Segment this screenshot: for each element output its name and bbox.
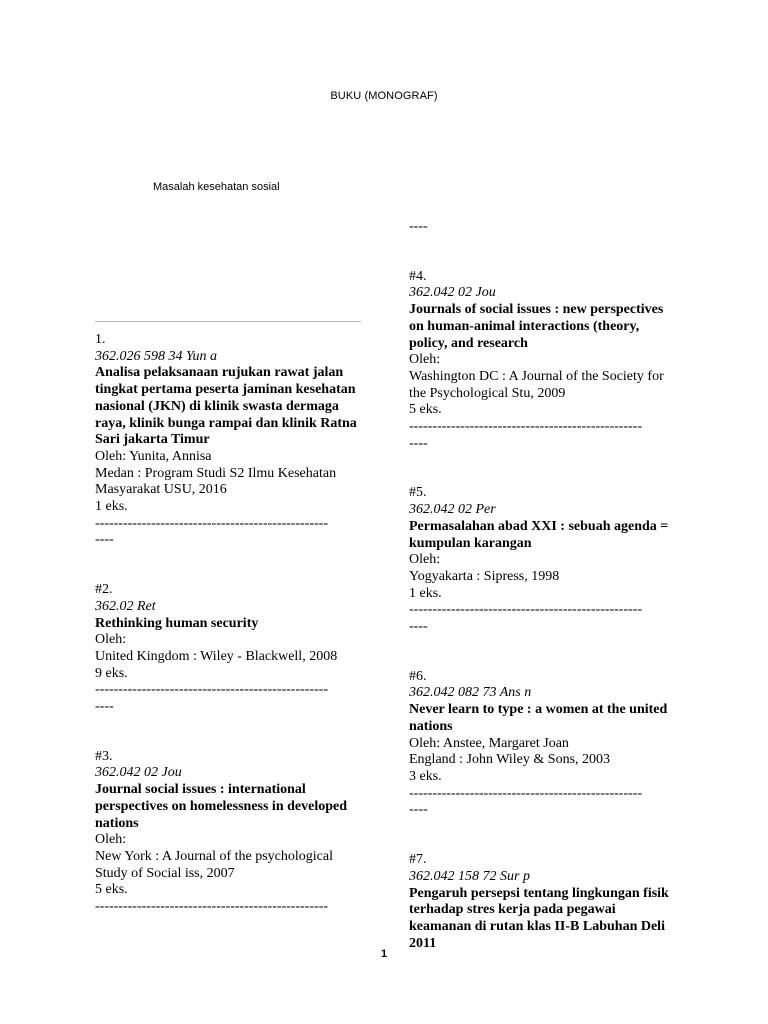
entry-author: Oleh: [95, 832, 127, 848]
entry-number: #5. [409, 485, 427, 501]
separator-line-tail: ---- [409, 435, 428, 451]
call-number: 362.042 082 73 Ans n [409, 685, 532, 701]
entry-title: Never learn to type : a women at the united nations [409, 702, 668, 734]
catalog-entry [409, 669, 679, 819]
entry-publisher: Medan : Program Studi S2 Ilmu Kesehatan Masyarakat USU, 2016 [95, 465, 337, 498]
separator-line: -------------------------------------------------- [409, 419, 643, 435]
separator-line: -------------------------------------------------- [409, 785, 643, 801]
entry-number: #7. [409, 852, 427, 868]
subject-heading: Masalah kesehatan sosial [153, 181, 280, 193]
separator-line-tail: ---- [95, 532, 114, 548]
entry-copies: 5 eks. [409, 402, 442, 418]
divider [95, 321, 361, 322]
entry-publisher: England : John Wiley & Sons, 2003 [409, 752, 611, 768]
catalog-entry [95, 582, 365, 716]
entry-author: Oleh: Anstee, Margaret Joan [409, 735, 569, 751]
entry-title: Journal social issues : international perspectives on homelessness in developed nations [95, 782, 347, 831]
separator-line: -------------------------------------------------- [95, 682, 329, 698]
entry-publisher: Yogyakarta : Sipress, 1998 [409, 568, 560, 584]
entry-title: Pengaruh persepsi tentang lingkungan fisik terhadap stres kerja pada pegawai keamanan di rutan klas II-B Labuhan Deli 2011 [409, 885, 669, 951]
entry-title: Analisa pelaksanaan rujukan rawat jalan tingkat pertama peserta jaminan kesehatan nasional (JKN) di klinik swasta dermaga raya, klinik bunga rampai dan klinik Ratna Sari jakarta Timur [95, 365, 357, 448]
catalog-entry [409, 269, 679, 453]
separator-line: -------------------------------------------------- [95, 515, 329, 531]
entry-title: Rethinking human security [95, 615, 259, 631]
entry-publisher: New York : A Journal of the psychological Study of Social iss, 2007 [95, 848, 333, 881]
entry-author: Oleh: [409, 552, 441, 568]
entry-number: #2. [95, 582, 113, 598]
entry-copies: 1 eks. [95, 499, 128, 515]
entry-publisher: Washington DC : A Journal of the Society for the Psychological Stu, 2009 [409, 368, 664, 401]
entry-copies: 5 eks. [95, 882, 128, 898]
call-number: 362.026 598 34 Yun a [95, 348, 218, 364]
entry-author: Oleh: [95, 632, 127, 648]
entry-author: Oleh: Yunita, Annisa [95, 448, 212, 464]
right-column [409, 219, 679, 952]
entry-author: Oleh: [409, 352, 441, 368]
entry-title: Permasalahan abad XXI : sebuah agenda = kumpulan karangan [409, 518, 669, 551]
page-number: 1 [380, 948, 388, 960]
separator-line: -------------------------------------------------- [409, 602, 643, 618]
catalog-entry [95, 749, 365, 916]
entry-number: #3. [95, 748, 113, 764]
entry-copies: 9 eks. [95, 665, 128, 681]
separator-line-tail: ---- [409, 802, 428, 818]
call-number: 362.042 158 72 Sur p [409, 868, 530, 884]
call-number: 362.042 02 Jou [95, 765, 182, 781]
entry-copies: 3 eks. [409, 768, 442, 784]
separator-line-tail: ---- [409, 219, 428, 234]
call-number: 362.042 02 Jou [409, 285, 496, 301]
separator-line-tail: ---- [95, 699, 114, 715]
catalog-entry [95, 332, 365, 549]
separator-line: -------------------------------------------------- [95, 899, 329, 915]
entry-publisher: United Kingdom : Wiley - Blackwell, 2008 [95, 648, 338, 664]
entry-number: #6. [409, 668, 427, 684]
entry-title: Journals of social issues : new perspectives on human-animal interactions (theory, policy, and research [409, 302, 664, 351]
call-number: 362.042 02 Per [409, 502, 496, 518]
call-number: 362.02 Ret [95, 598, 156, 614]
entry-number: #4. [409, 268, 427, 284]
left-column [95, 332, 365, 916]
entry-copies: 1 eks. [409, 585, 442, 601]
entry-number: 1. [95, 332, 106, 347]
catalog-entry [409, 485, 679, 635]
document-title: BUKU (MONOGRAF) [330, 90, 438, 102]
separator-line-tail: ---- [409, 619, 428, 635]
catalog-entry [409, 852, 679, 952]
